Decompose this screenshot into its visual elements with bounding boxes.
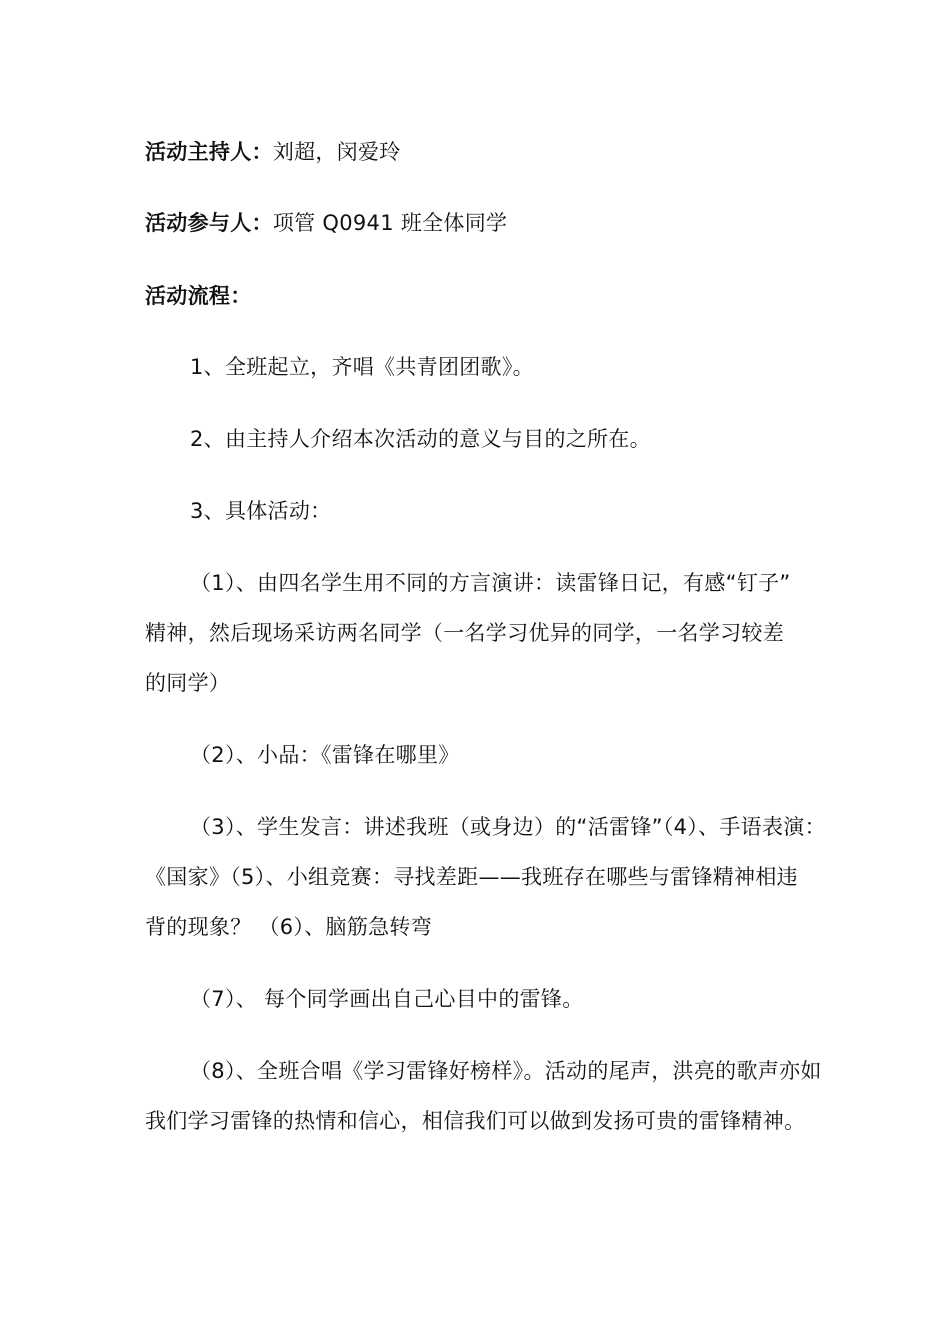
flow-step-1: 1、全班起立，齐唱《共青团团歌》。 <box>190 355 534 379</box>
host-line <box>145 137 401 167</box>
participant-value: 项管 Q0941 班全体同学 <box>272 211 508 235</box>
flow-step-2: 2、由主持人介绍本次活动的意义与目的之所在。 <box>190 427 651 451</box>
activity-8-line-1: （8）、全班合唱《学习雷锋好榜样》。活动的尾声，洪亮的歌声亦如 <box>190 1059 822 1083</box>
activity-3-line-3: 背的现象？ （6）、脑筋急转弯 <box>145 915 433 939</box>
participant-label: 活动参与人： <box>145 211 273 235</box>
activity-1-line-3: 的同学） <box>145 671 231 695</box>
activity-1-line-1: （1）、由四名学生用不同的方言演讲：读雷锋日记，有感“钉子” <box>190 571 791 595</box>
activity-3-line-1: （3）、学生发言：讲述我班（或身边）的“活雷锋”（4）、手语表演： <box>190 815 826 839</box>
flow-step-3: 3、具体活动： <box>190 499 332 523</box>
activity-2: （2）、小品：《雷锋在哪里》 <box>190 743 460 767</box>
host-value: 刘超，闵爱玲 <box>272 140 401 164</box>
flow-heading: 活动流程： <box>145 284 252 308</box>
participant-line <box>145 208 507 238</box>
activity-7: （7）、 每个同学画出自己心目中的雷锋。 <box>190 987 584 1011</box>
activity-1-line-2: 精神，然后现场采访两名同学（一名学习优异的同学，一名学习较差 <box>145 621 784 645</box>
activity-8-line-2: 我们学习雷锋的热情和信心，相信我们可以做到发扬可贵的雷锋精神。 <box>145 1109 806 1133</box>
host-label: 活动主持人： <box>145 140 273 164</box>
activity-3-line-2: 《国家》（5）、小组竞赛：寻找差距——我班存在哪些与雷锋精神相违 <box>145 865 798 889</box>
